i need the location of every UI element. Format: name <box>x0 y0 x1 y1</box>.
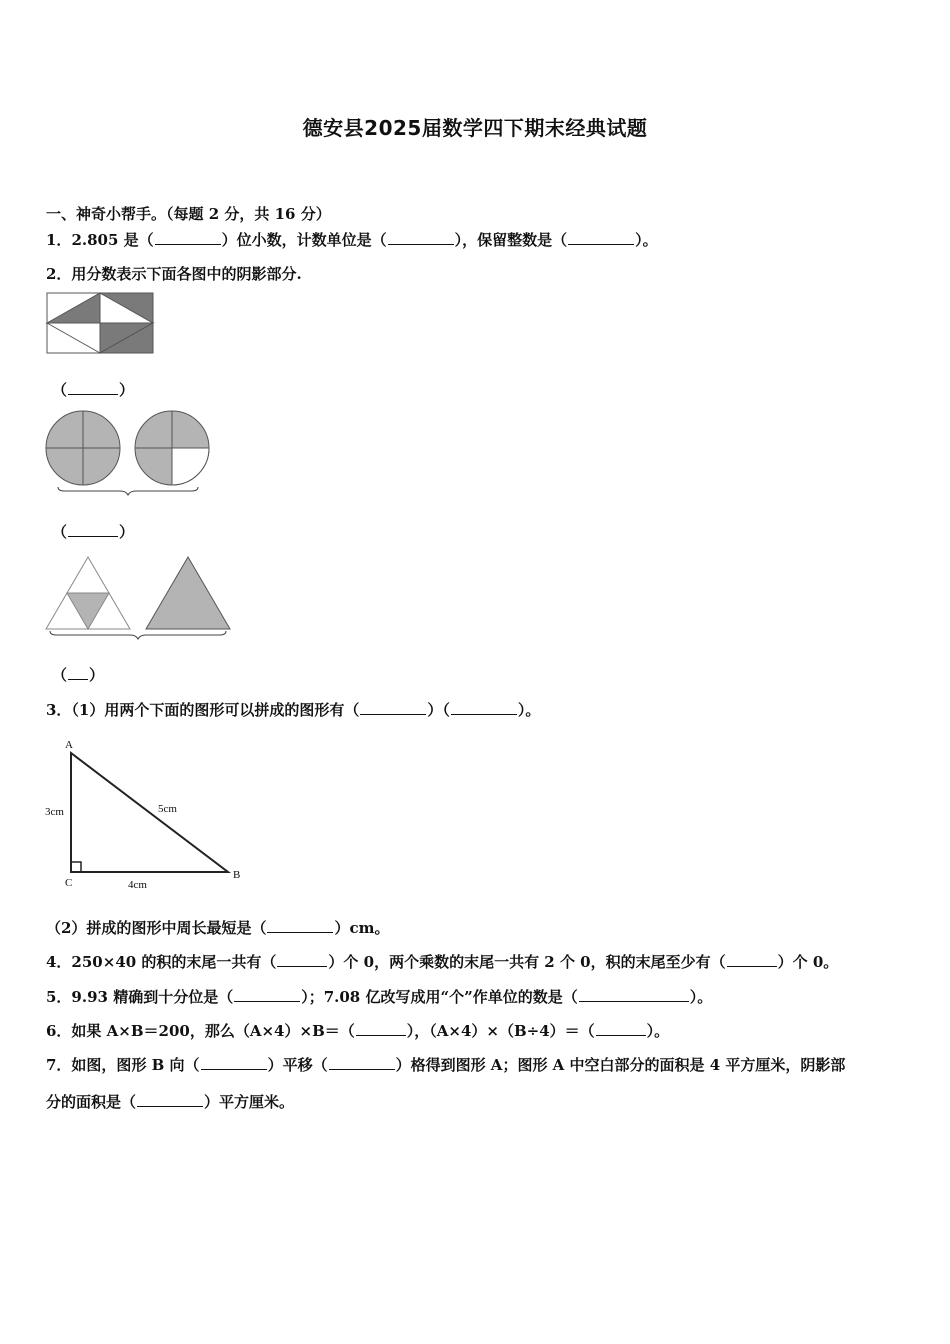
question-2: 2．用分数表示下面各图中的阴影部分. <box>46 265 302 283</box>
q6-text-2: ），（A×4）×（B÷4）＝（ <box>406 1022 595 1040</box>
q7-blank-3[interactable] <box>137 1092 203 1107</box>
vertex-a-label: A <box>65 739 73 751</box>
q1-blank-2[interactable] <box>388 230 454 245</box>
q2-answer-2 <box>52 521 134 542</box>
q2-answer-2-open: （ <box>52 523 68 541</box>
triangles-fraction-figure <box>46 555 234 645</box>
question-1 <box>46 229 658 250</box>
q2-answer-3 <box>52 664 104 685</box>
q1-text-3: ），保留整数是（ <box>454 231 568 249</box>
q1-number: 1． <box>46 231 72 249</box>
q1-text-4: ）。 <box>635 231 658 249</box>
section-heading: 一、神奇小帮手。（每题 2 分，共 16 分） <box>46 205 331 223</box>
q2-answer-2-close: ） <box>119 523 135 541</box>
q1-blank-3[interactable] <box>568 230 634 245</box>
q7-text-2: ）平移（ <box>267 1056 328 1074</box>
q6-blank-2[interactable] <box>596 1021 646 1036</box>
q3-blank-2[interactable] <box>451 700 517 715</box>
q3-blank-1[interactable] <box>360 700 426 715</box>
q2-blank-2[interactable] <box>68 522 118 537</box>
q2-answer-1-close: ） <box>119 381 135 399</box>
side-ab-label: 5cm <box>158 803 177 815</box>
question-3-part-2 <box>46 917 389 938</box>
rectangle-fraction-figure <box>46 292 154 354</box>
q3-part2-blank[interactable] <box>267 918 333 933</box>
right-triangle-figure <box>40 736 250 892</box>
q5-blank-2[interactable] <box>579 987 689 1002</box>
q1-text-2: ）位小数，计数单位是（ <box>221 231 387 249</box>
q3-text-1: 3．（1）用两个下面的图形可以拼成的图形有（ <box>46 701 360 719</box>
q4-text-1: 4．250×40 的积的末尾一共有（ <box>46 953 277 971</box>
q5-text-3: ）。 <box>689 988 713 1006</box>
q7-blank-2[interactable] <box>329 1055 395 1070</box>
q3-text-2: ）（ <box>427 701 450 719</box>
vertex-b-label: B <box>233 869 241 881</box>
q6-text-1: 6．如果 A×B＝200，那么（A×4）×B＝（ <box>46 1022 355 1040</box>
question-3 <box>46 699 540 720</box>
q3-text-3: ）。 <box>517 701 541 719</box>
q4-blank-2[interactable] <box>727 952 777 967</box>
question-7-line-2 <box>46 1091 294 1112</box>
question-4 <box>46 951 838 972</box>
q2-answer-3-open: （ <box>52 666 68 684</box>
side-cb-label: 4cm <box>128 879 147 891</box>
page-title: 德安县2025届数学四下期末经典试题 <box>302 116 648 140</box>
question-5 <box>46 986 712 1007</box>
question-6 <box>46 1020 669 1041</box>
q2-blank-1[interactable] <box>68 380 118 395</box>
q4-blank-1[interactable] <box>277 952 327 967</box>
q2-answer-3-close: ） <box>89 666 105 684</box>
q6-blank-1[interactable] <box>356 1021 406 1036</box>
q5-blank-1[interactable] <box>234 987 300 1002</box>
q1-text-1: 2.805 是（ <box>71 231 154 249</box>
q4-text-2: ）个 0，两个乘数的末尾一共有 2 个 0，积的末尾至少有（ <box>328 953 726 971</box>
q3-part2-text-2: ）cm。 <box>334 919 390 937</box>
q7-text-3: ）格得到图形 A；图形 A 中空白部分的面积是 4 平方厘米，阴影部 <box>395 1056 846 1074</box>
q1-blank-1[interactable] <box>155 230 221 245</box>
question-7-line-1 <box>46 1054 845 1075</box>
q3-part2-text-1: （2）拼成的图形中周长最短是（ <box>46 919 267 937</box>
q7-blank-1[interactable] <box>201 1055 267 1070</box>
q4-text-3: ）个 0。 <box>777 953 839 971</box>
side-ac-label: 3cm <box>45 806 64 818</box>
q5-text-2: ）；7.08 亿改写成用“个”作单位的数是（ <box>301 988 578 1006</box>
q7-text-4: 分的面积是（ <box>46 1093 137 1111</box>
q5-text-1: 5．9.93 精确到十分位是（ <box>46 988 234 1006</box>
q7-text-5: ）平方厘米。 <box>204 1093 295 1111</box>
q2-answer-1 <box>52 379 134 400</box>
q6-text-3: ）。 <box>646 1022 670 1040</box>
vertex-c-label: C <box>65 877 73 889</box>
circles-fraction-figure <box>44 408 216 496</box>
q2-blank-3[interactable] <box>68 665 88 680</box>
q7-text-1: 7．如图，图形 B 向（ <box>46 1056 200 1074</box>
q2-answer-1-open: （ <box>52 381 68 399</box>
